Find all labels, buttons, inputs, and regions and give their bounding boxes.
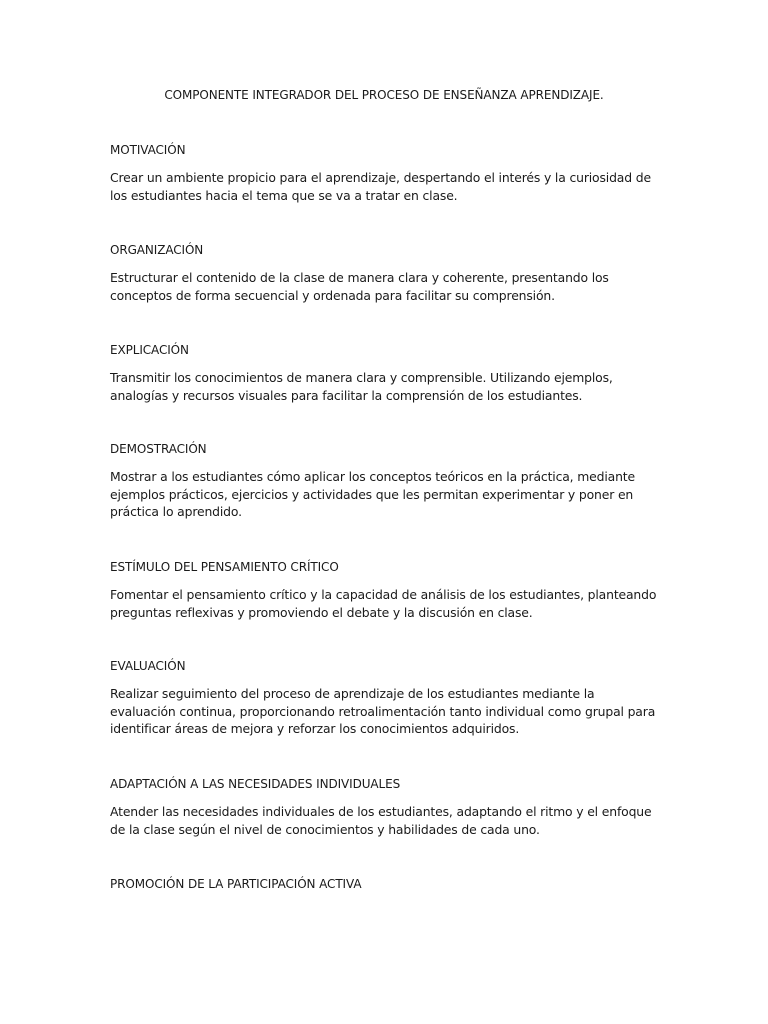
section-heading: EXPLICACIÓN (110, 343, 189, 357)
section-heading: MOTIVACIÓN (110, 143, 186, 157)
section-explicacion (110, 342, 662, 404)
section-demostracion (110, 441, 662, 521)
section-heading: ADAPTACIÓN A LAS NECESIDADES INDIVIDUALES (110, 777, 401, 791)
document-title: COMPONENTE INTEGRADOR DEL PROCESO DE ENSEÑANZA APRENDIZAJE. (164, 88, 604, 102)
section-body: Crear un ambiente propicio para el aprendizaje, despertando el interés y la curiosidad de los estudiantes hacia el tema que se va a tratar en clase. (110, 170, 651, 203)
section-heading: EVALUACIÓN (110, 659, 186, 673)
section-body: Transmitir los conocimientos de manera clara y comprensible. Utilizando ejemplos, analogías y recursos visuales para facilitar la comprensión de los estudiantes. (110, 370, 613, 403)
section-evaluacion (110, 658, 662, 738)
section-heading: PROMOCIÓN DE LA PARTICIPACIÓN ACTIVA (110, 877, 362, 891)
section-body: Atender las necesidades individuales de los estudiantes, adaptando el ritmo y el enfoque de la clase según el nivel de conocimientos y habilidades de cada uno. (110, 804, 652, 837)
section-pensamiento-critico (110, 559, 662, 621)
section-heading: ORGANIZACIÓN (110, 243, 204, 257)
section-body: Mostrar a los estudiantes cómo aplicar los conceptos teóricos en la práctica, mediante ejemplos prácticos, ejercicios y actividades que les permitan experimentar y poner en práctica lo aprendido. (110, 469, 635, 519)
section-heading: ESTÍMULO DEL PENSAMIENTO CRÍTICO (110, 560, 339, 574)
section-body: Realizar seguimiento del proceso de aprendizaje de los estudiantes mediante la evaluación continua, proporcionando retroalimentación tanto individual como grupal para identificar áreas de mejora y reforzar los conocimientos adquiridos. (110, 686, 656, 736)
section-adaptacion (110, 776, 662, 838)
section-heading: DEMOSTRACIÓN (110, 442, 207, 456)
section-body: Fomentar el pensamiento crítico y la capacidad de análisis de los estudiantes, planteando preguntas reflexivas y promoviendo el debate y la discusión en clase. (110, 587, 657, 620)
section-body: Estructurar el contenido de la clase de manera clara y coherente, presentando los conceptos de forma secuencial y ordenada para facilitar su comprensión. (110, 270, 609, 303)
section-motivacion (110, 142, 662, 204)
section-participacion-activa (110, 876, 662, 892)
section-organizacion (110, 242, 662, 304)
